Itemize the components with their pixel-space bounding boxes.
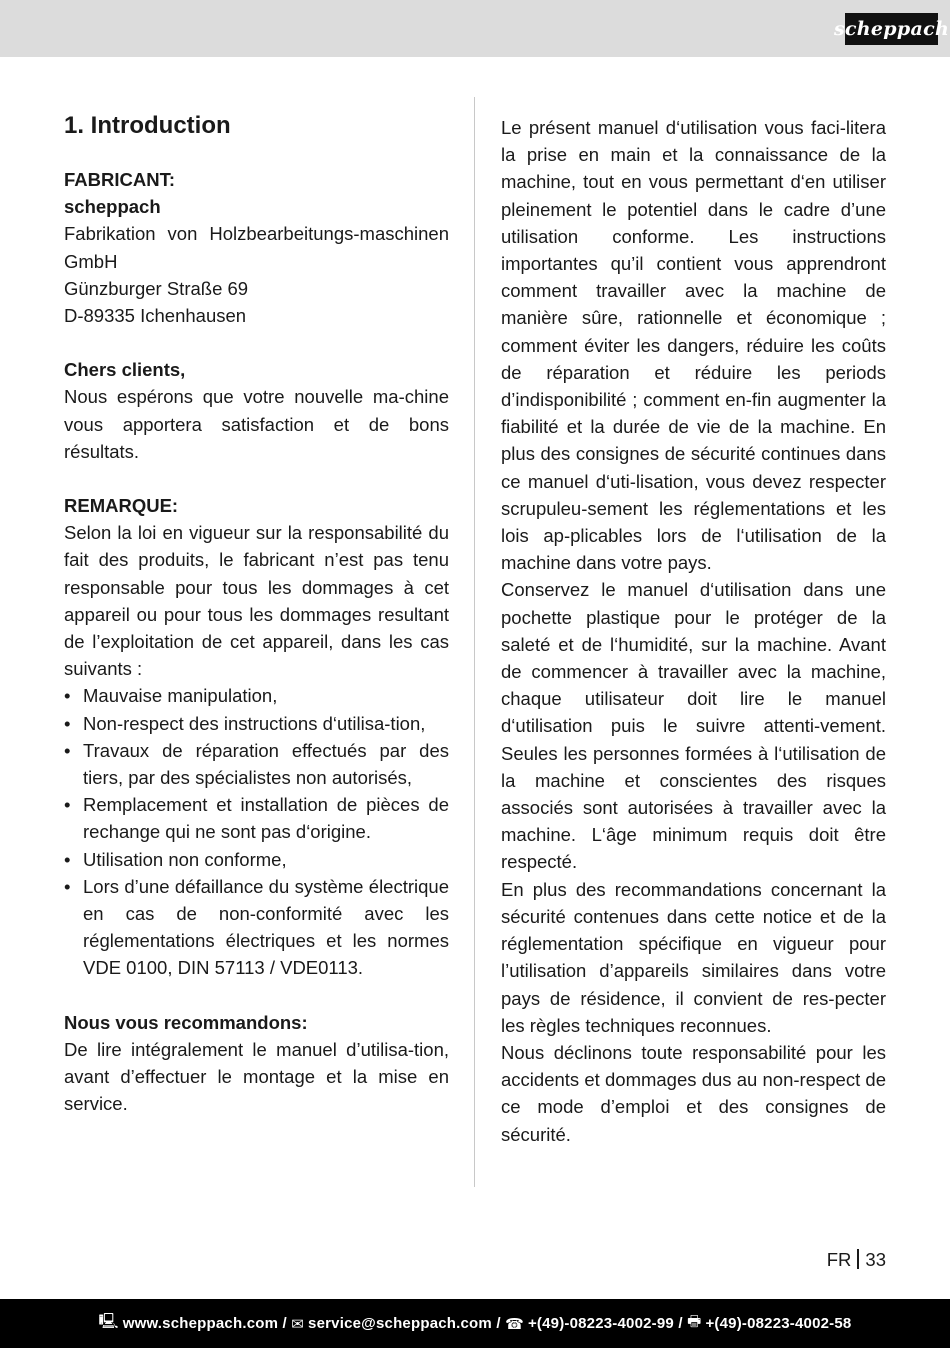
body-paragraph: Nous déclinons toute responsabilité pour les accidents et dommages dus au non-respect de ce mode d’emploi et des consignes de sécurité. bbox=[501, 1041, 886, 1145]
footer-fax: +(49)-08223-4002-58 bbox=[705, 1315, 852, 1332]
greeting-block bbox=[64, 356, 449, 465]
list-item: • Remplacement et installation de pièces de rechange qui ne sont pas d‘origine. bbox=[64, 791, 449, 845]
greeting-text: Nous espérons que votre nouvelle ma-chine vous apportera satisfaction et de bons résultats. bbox=[64, 386, 449, 462]
left-column bbox=[64, 108, 449, 1118]
mail-icon: ✉ bbox=[291, 1315, 305, 1333]
body-paragraph: Le présent manuel d‘utilisation vous faci-litera la prise en main et la connaissance de la machine, tout en vous permettant d‘en utiliser pleinement le potentiel dans le cadre d’une utilisation conforme. Les instructions importantes qu’il contient vous apprendront comment travailler avec la machine de manière sûre, rationnelle et économique ; comment éviter les dangers, réduire les coûts de réparation et réduire les periods d’indisponibilité ; comment en-fin augmenter la fiabilité et la durée de vie de la machine. En plus des consignes de sécurité continues dans ce manuel d‘uti-lisation, vous devez respecter scrupuleu-sement les réglementations et les lois ap-plicables lors de l‘utilisation de la machine dans votre pays. bbox=[501, 117, 886, 574]
body-paragraph: En plus des recommandations concernant la sécurité contenues dans cette notice et de la réglementation spécifique en vigueur pour l’utilisation d’appareils similaires dans votre pays de résidence, il convient de res-pecter les règles techniques reconnues. bbox=[501, 878, 886, 1036]
list-item: • Travaux de réparation effectués par des tiers, par des spécialistes non autorisés, bbox=[64, 737, 449, 791]
header-bar bbox=[0, 0, 950, 57]
note-block bbox=[64, 492, 449, 982]
greeting-heading: Chers clients, bbox=[64, 359, 186, 381]
recommend-block bbox=[64, 1009, 449, 1118]
manufacturer-heading: FABRICANT: bbox=[64, 169, 175, 190]
list-item: • Mauvaise manipulation, bbox=[64, 682, 449, 709]
footer-email[interactable]: service@scheppach.com / bbox=[308, 1315, 501, 1332]
list-item: • Non-respect des instructions d‘utilisa-tion, bbox=[64, 710, 449, 737]
recommend-heading: Nous vous recommandons: bbox=[64, 1011, 308, 1033]
company-name: scheppach bbox=[64, 196, 161, 218]
phone-icon: ☎ bbox=[505, 1315, 524, 1333]
company-line: Fabrikation von Holzbearbeitungs-maschinen GmbH bbox=[64, 223, 449, 272]
page-number bbox=[827, 1246, 886, 1274]
footer-bar bbox=[0, 1299, 950, 1348]
company-line: Günzburger Straße 69 bbox=[64, 277, 249, 299]
right-column bbox=[501, 114, 886, 1148]
page-separator bbox=[857, 1249, 859, 1269]
company-line: D-89335 Ichenhausen bbox=[64, 305, 247, 327]
section-title: 1. Introduction bbox=[64, 112, 231, 139]
page-number-value: 33 bbox=[865, 1249, 886, 1270]
manufacturer-block bbox=[64, 166, 449, 329]
conditions-list bbox=[64, 682, 449, 981]
column-divider bbox=[474, 97, 475, 1187]
computer-icon: 🖳 bbox=[98, 1313, 119, 1330]
fax-icon: 🖶 bbox=[687, 1313, 702, 1330]
note-heading: REMARQUE: bbox=[64, 495, 179, 517]
note-text: Selon la loi en vigueur sur la responsabilité du fait des produits, le fabricant n’est pas tenu responsable pour tous les dommages à cet appareil ou pour tous les dommages resultant de l’exploitation de cet appareil, dans les cas suivants : bbox=[64, 522, 449, 680]
body-paragraph: Conservez le manuel d‘utilisation dans une pochette plastique pour le protéger de la saleté et de l‘humidité, sur la machine. Avant de commencer à travailler avec la machine, chaque utilisateur doit lire le manuel d‘utilisation puis le suivre attenti-vement. Seules les personnes formées à l‘utilisation de la machine et conscientes des risques associés sont autorisées à travailler avec la machine. L‘âge minimum requis doit être respecté. bbox=[501, 579, 886, 873]
footer-website[interactable]: www.scheppach.com / bbox=[122, 1315, 287, 1332]
language-code: FR bbox=[826, 1249, 852, 1270]
scheppach-logo: scheppach bbox=[845, 13, 938, 45]
list-item: • Lors d’une défaillance du système électrique en cas de non-conformité avec les réglementations électriques et les normes VDE 0100, DIN 57113 / VDE0113. bbox=[64, 873, 449, 982]
list-item: • Utilisation non conforme, bbox=[64, 846, 449, 873]
footer-phone: +(49)-08223-4002-99 / bbox=[527, 1315, 683, 1332]
recommend-text: De lire intégralement le manuel d’utilisa-tion, avant d’effectuer le montage et la mise en service. bbox=[64, 1038, 449, 1115]
